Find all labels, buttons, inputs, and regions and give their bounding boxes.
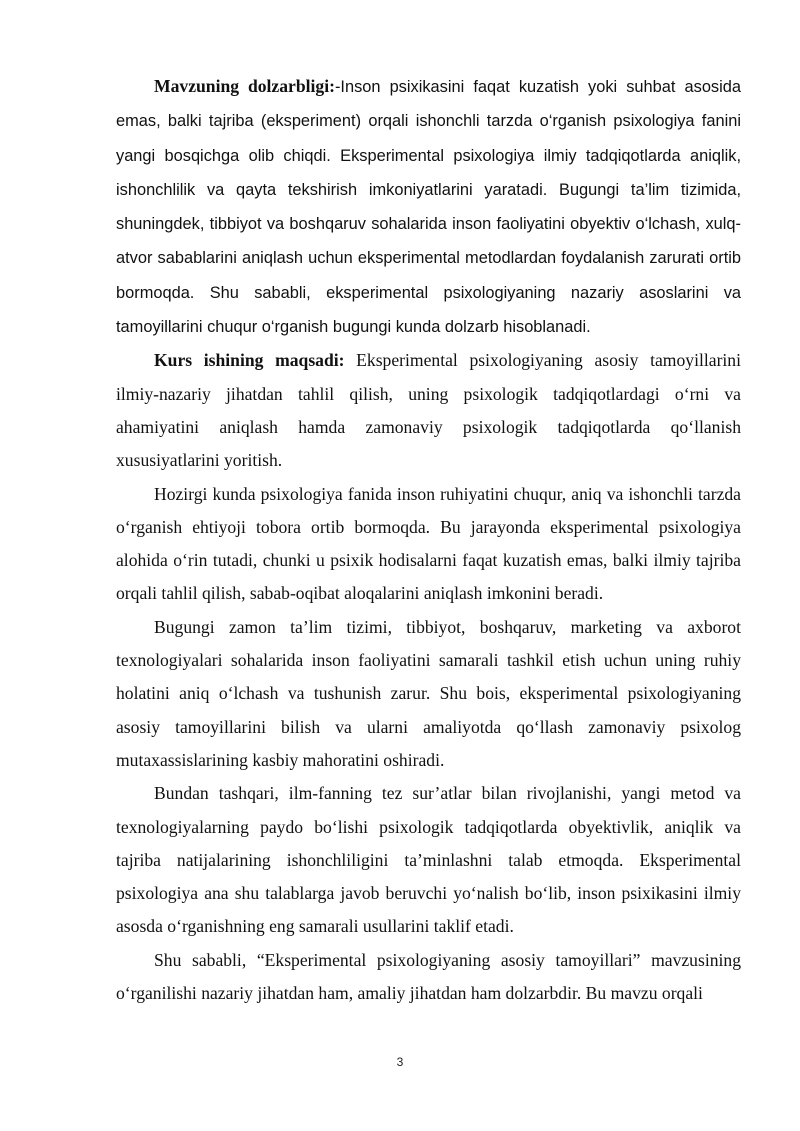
paragraph-goal <box>116 344 741 477</box>
page-number: 3 <box>396 1055 404 1069</box>
paragraph-3: Hozirgi kunda psixologiya fanida inson ruhiyatini chuqur, aniq va ishonchli tarzda o‘rganish ehtiyoji tobora ortib bormoqda. Bu jarayonda eksperimental psixologiya alohida o‘rin tutadi, chunki u psixik hodisalarni faqat kuzatish emas, balki ilmiy tajriba orqali tahlil qilish, sabab-oqibat aloqalarini aniqlash imkonini beradi. <box>116 483 741 604</box>
paragraph-relevance-text: -Inson psixikasini faqat kuzatish yoki suhbat asosida emas, balki tajriba (eksperiment) orqali ishonchli tarzda o‘rganish psixologiya fanini yangi bosqichga olib chiqdi. Eksperimental psixologiya ilmiy tadqiqotlarda aniqlik, ishonchlilik va qayta tekshirish imkoniyatlarini yaratadi. Bugungi ta’lim tizimida, shuningdek, tibbiyot va boshqaruv sohalarida inson faoliyatini obyektiv o‘lchash, xulq-atvor sabablarini aniqlash uchun eksperimental metodlardan foydalanish zarurati ortib bormoqda. Shu sababli, eksperimental psixologiyaning nazariy asoslarini va tamoyillarini chuqur o‘rganish bugungi kunda dolzarb hisoblanadi. <box>116 78 742 337</box>
paragraph-relevance <box>116 70 741 344</box>
heading-relevance: Mavzuning dolzarbligi: <box>154 76 335 96</box>
heading-goal: Kurs ishining maqsadi: <box>154 350 345 371</box>
paragraph-5: Bundan tashqari, ilm-fanning tez sur’atlar bilan rivojlanishi, yangi metod va texnologiyalarning paydo bo‘lishi psixologik tadqiqotlarda obyektivlik, aniqlik va tajriba natijalarining ishonchliligini ta’minlashni talab etmoqda. Eksperimental psixologiya ana shu talablarga javob beruvchi yo‘nalish bo‘lib, inson psixikasini ilmiy asosda o‘rganishning eng samarali usullarini taklif etadi. <box>116 783 741 937</box>
paragraph-6: Shu sababli, “Eksperimental psixologiyaning asosiy tamoyillari” mavzusining o‘rganilishi nazariy jihatdan ham, amaliy jihatdan ham dolzarbdir. Bu mavzu orqali <box>116 949 741 1004</box>
paragraph-4: Bugungi zamon ta’lim tizimi, tibbiyot, boshqaruv, marketing va axborot texnologiyalari sohalarida inson faoliyatini samarali tashkil etish uchun uning ruhiy holatini aniq o‘lchash va tushunish zarur. Shu bois, eksperimental psixologiyaning asosiy tamoyillarini bilish va ularni amaliyotda qo‘llash zamonaviy psixolog mutaxassislarining kasbiy mahoratini oshiradi. <box>116 616 741 770</box>
paragraph-goal-text: Eksperimental psixologiyaning asosiy tamoyillarini ilmiy-nazariy jihatdan tahlil qilish, uning psixologik tadqiqotlardagi o‘rni va ahamiyatini aniqlash hamda zamonaviy psixologik tadqiqotlarda qo‘llanish xususiyatlarini yoritish. <box>116 350 741 471</box>
body-text <box>116 70 741 1010</box>
